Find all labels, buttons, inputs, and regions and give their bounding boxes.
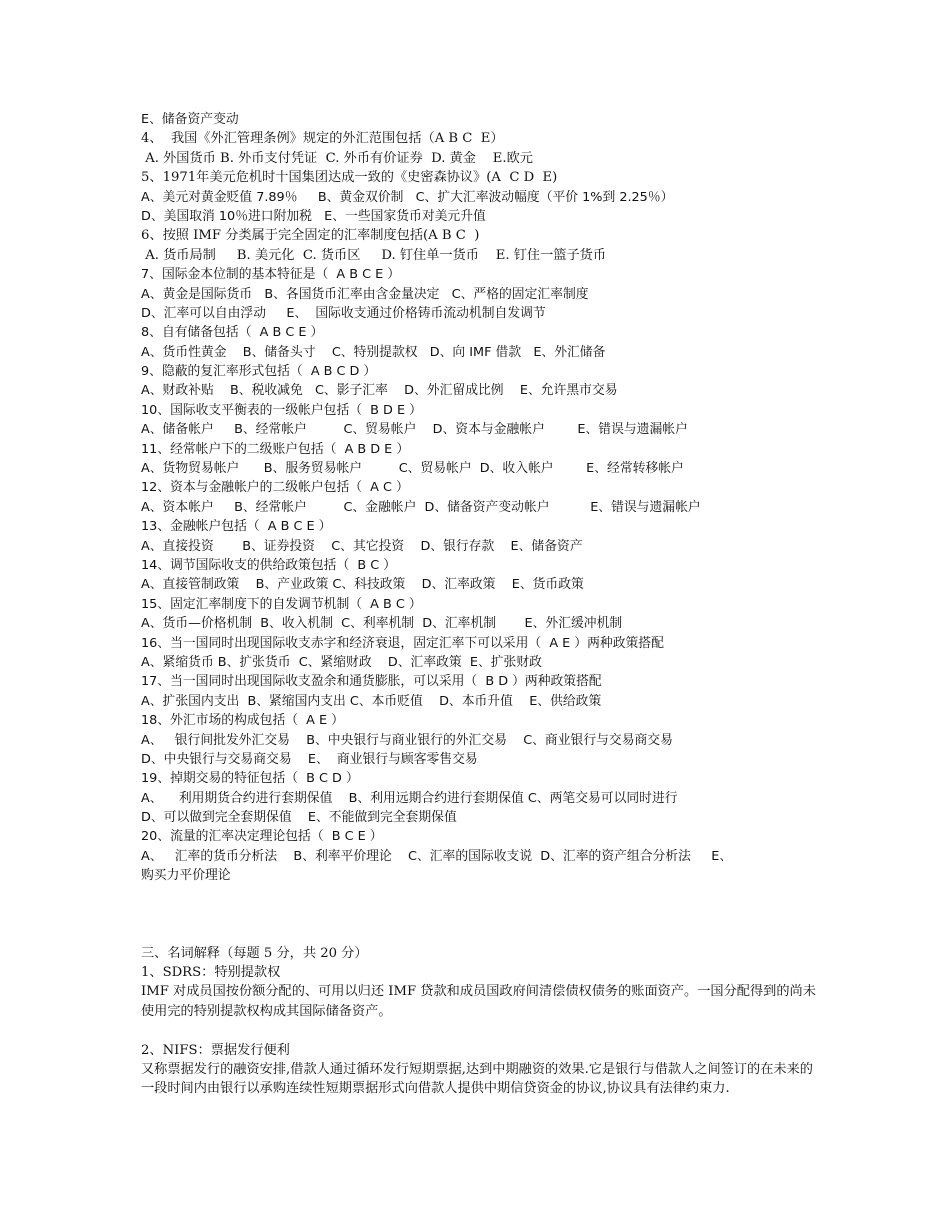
- option-line: 购买力平价理论: [141, 868, 231, 884]
- paragraph-gap: [141, 1021, 841, 1040]
- option-line: A、直接管制政策 B、产业政策 C、科技政策 D、汇率政策 E、货币政策: [141, 577, 584, 593]
- term-definition: IMF 对成员国按份额分配的、可用以归还 IMF 贷款和成员国政府间清偿债权债务的账面资产。一国分配得到的尚未使用完的特别提款权构成其国际储备资产。: [141, 984, 816, 1019]
- question-line: 18、外汇市场的构成包括（ A E ）: [141, 713, 344, 729]
- option-line: A、 银行间批发外汇交易 B、中央银行与商业银行的外汇交易 C、商业银行与交易商交易: [141, 732, 673, 748]
- question-line: 11、经常帐户下的二级账户包括（ A B D E ）: [141, 441, 410, 457]
- term-title: 1、SDRS：特别提款权: [141, 965, 281, 981]
- option-line: A、资本帐户 B、经常帐户 C、金融帐户 D、储备资产变动帐户 E、错误与遗漏帐户: [141, 499, 701, 515]
- term-definitions-section: [141, 944, 841, 1099]
- question-line: 12、资本与金融帐户的二级帐户包括（ A C ）: [141, 480, 409, 496]
- question-line: 15、固定汇率制度下的自发调节机制（ A B C ）: [141, 596, 422, 612]
- option-line: A、储备帐户 B、经常帐户 C、贸易帐户 D、资本与金融帐户 E、错误与遗漏帐户: [141, 422, 688, 438]
- option-line: A、货物贸易帐户 B、服务贸易帐户 C、贸易帐户 D、收入帐户 E、经常转移帐户: [141, 461, 684, 477]
- option-line: D、汇率可以自由浮动 E、 国际收支通过价格铸币流动机制自发调节: [141, 305, 546, 321]
- question-line: 20、流量的汇率决定理论包括（ B C E ）: [141, 829, 383, 845]
- question-list: [141, 110, 841, 886]
- document-page: [141, 110, 841, 1099]
- option-line: A、财政补贴 B、税收减免 C、影子汇率 D、外汇留成比例 E、允许黑市交易: [141, 383, 618, 399]
- option-line: D、可以做到完全套期保值 E、不能做到完全套期保值: [141, 810, 457, 826]
- option-line: A、直接投资 B、证券投资 C、其它投资 D、银行存款 E、储备资产: [141, 538, 583, 554]
- question-line: 13、金融帐户包括（ A B C E ）: [141, 519, 332, 535]
- question-line: 16、当一国同时出现国际收支赤字和经济衰退，固定汇率下可以采用（ A E ）两种政策搭配: [141, 635, 664, 651]
- question-line: 19、掉期交易的特征包括（ B C D ）: [141, 771, 359, 787]
- option-line: A、美元对黄金贬值 7.89％ B、黄金双价制 C、扩大汇率波动幅度（平价 1%到 2.25％）: [141, 189, 674, 205]
- section-heading: 三、名词解释（每题 5 分，共 20 分）: [141, 945, 368, 961]
- question-line: 5、1971年美元危机时十国集团达成一致的《史密森协议》(A C D E): [141, 170, 558, 186]
- option-line: D、中央银行与交易商交易 E、 商业银行与顾客零售交易: [141, 751, 478, 767]
- term-title: 2、NIFS：票据发行便利: [141, 1042, 290, 1058]
- option-line: A、 汇率的货币分析法 B、利率平价理论 C、汇率的国际收支说 D、汇率的资产组合分析法 E、: [141, 848, 733, 864]
- term-definition: 又称票据发行的融资安排,借款人通过循环发行短期票据,达到中期融资的效果.它是银行与借款人之间签订的在未来的一段时间内由银行以承购连续性短期票据形式向借款人提供中期信贷资金的协议,协议具有法律约束力.: [141, 1062, 813, 1097]
- question-line: 6、按照 IMF 分类属于完全固定的汇率制度包括(A B C ): [141, 228, 480, 244]
- option-line: A、紧缩货币 B、扩张货币 C、紧缩财政 D、汇率政策 E、扩张财政: [141, 654, 542, 670]
- option-line: A. 货币局制 B. 美元化 C. 货币区 D. 钉住单一货币 E. 钉住一篮子货币: [141, 247, 607, 263]
- option-line: A、货币性黄金 B、储备头寸 C、特别提款权 D、向 IMF 借款 E、外汇储备: [141, 344, 606, 360]
- question-line: 8、自有储备包括（ A B C E ）: [141, 325, 324, 341]
- section-gap: [141, 886, 841, 944]
- option-line: A、货币—价格机制 B、收入机制 C、利率机制 D、汇率机制 E、外汇缓冲机制: [141, 616, 623, 632]
- option-line: A、 利用期货合约进行套期保值 B、利用远期合约进行套期保值 C、两笔交易可以同时进行: [141, 790, 678, 806]
- option-line: A、扩张国内支出 B、紧缩国内支出 C、本币贬值 D、本币升值 E、供给政策: [141, 693, 602, 709]
- option-line: A、黄金是国际货币 B、各国货币汇率由含金量决定 C、严格的固定汇率制度: [141, 286, 589, 302]
- option-line: E、储备资产变动: [141, 112, 239, 127]
- question-line: 14、调节国际收支的供给政策包括（ B C ）: [141, 557, 397, 573]
- option-line: A. 外国货币 B. 外币支付凭证 C. 外币有价证券 D. 黄金 E.欧元: [141, 150, 533, 166]
- question-line: 9、隐蔽的复汇率形式包括（ A B C D ）: [141, 364, 377, 380]
- question-line: 4、 我国《外汇管理条例》规定的外汇范围包括（A B C E）: [141, 131, 504, 147]
- option-line: D、美国取消 10％进口附加税 E、一些国家货币对美元升值: [141, 208, 486, 224]
- question-line: 10、国际收支平衡表的一级帐户包括（ B D E ）: [141, 402, 422, 418]
- question-line: 17、当一国同时出现国际收支盈余和通货膨胀，可以采用（ B D ）两种政策搭配: [141, 674, 602, 690]
- question-line: 7、国际金本位制的基本特征是（ A B C E ）: [141, 267, 401, 283]
